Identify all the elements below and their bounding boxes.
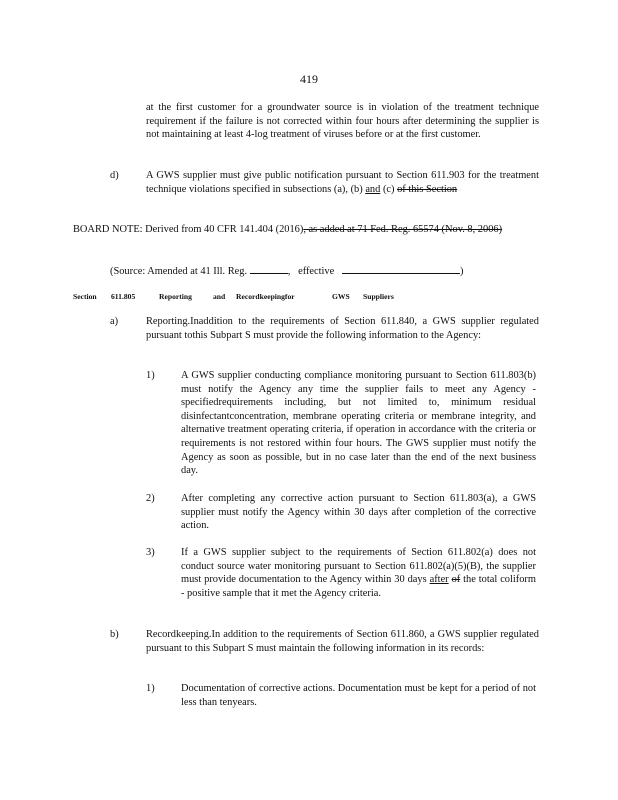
subsection-d-main: A GWS supplier must give public notification pursuant to Section 611.903 for the treatment technique violations specified in subsections (a), (b) bbox=[146, 170, 539, 195]
subsection-c-continuation: at the first customer for a groundwater source is in violation of the treatment technique requirement if the failure is not corrected within four hours after determining the supplier is not maintaining at least 4-log treatment of viruses before or at the first customer. bbox=[146, 102, 539, 141]
item-a3-end: the total coliform - positive sample that it met the Agency criteria. bbox=[181, 574, 536, 599]
board-note-main: BOARD NOTE: Derived from 40 CFR 141.404 (2016) bbox=[73, 224, 304, 235]
section-number: 611.805 bbox=[111, 292, 136, 301]
item-b1-text: Documentation of corrective actions. Documentation must be kept for a period of not less than tenyears. bbox=[181, 683, 536, 708]
subsection-a-label: a) bbox=[110, 316, 119, 327]
subsection-d-c: (c) bbox=[382, 183, 395, 195]
subsection-d-and: and bbox=[365, 183, 381, 195]
source-effective: effective bbox=[298, 266, 335, 277]
page-number: 419 bbox=[300, 72, 318, 86]
section-word: Section bbox=[73, 292, 97, 301]
heading-word-and: and bbox=[213, 292, 226, 301]
item-a3-text bbox=[181, 546, 536, 600]
item-b1-label: 1) bbox=[146, 683, 155, 694]
subsection-a-text: Reporting.Inaddition to the requirements of Section 611.840, a GWS supplier regulated pursuant tothis Subpart S must provide the following information to the Agency: bbox=[146, 316, 539, 341]
board-note bbox=[73, 223, 539, 237]
subsection-d-struck: of this Section bbox=[397, 183, 458, 195]
item-a2-text: After completing any corrective action pursuant to Section 611.803(a), a GWS supplier must notify the Agency within 30 days after completion of the corrective action. bbox=[181, 493, 536, 532]
register-page-blank bbox=[250, 264, 288, 274]
heading-word-suppliers: Suppliers bbox=[363, 292, 394, 301]
item-a1-label: 1) bbox=[146, 370, 155, 381]
item-a2-label: 2) bbox=[146, 493, 155, 504]
source-text: (Source: Amended at 41 Ill. Reg. bbox=[110, 266, 248, 277]
subsection-b-text: Recordkeeping.In addition to the requirements of Section 611.860, a GWS supplier regulated pursuant to this Subpart S must maintain the following information in its records: bbox=[146, 629, 539, 654]
board-note-struck: , as added at 71 Fed. Reg. 65574 (Nov. 8, 2006) bbox=[303, 224, 503, 235]
subsection-b-label: b) bbox=[110, 629, 119, 640]
effective-date-blank bbox=[342, 264, 460, 274]
item-a3-main: If a GWS supplier subject to the requirements of Section 611.802(a) does not conduct source water monitoring pursuant to Section 611.802(a)(5)(B), the supplier must provide documentation to the Agency within 30 days bbox=[181, 547, 536, 586]
heading-word-recordkeeping: Recordkeepingfor bbox=[236, 292, 295, 301]
subsection-d-label: d) bbox=[110, 170, 119, 181]
heading-word-gws: GWS bbox=[332, 292, 350, 301]
source-note: (Source: Amended at 41 Ill. Reg. , effective ) bbox=[110, 266, 464, 277]
item-a3-after: after bbox=[429, 574, 449, 586]
item-a1-text: A GWS supplier conducting compliance monitoring pursuant to Section 611.803(b) must notify the Agency any time the supplier fails to meet any Agency -specifiedrequirements including, but not limited to, minimum residual disinfectantconcentration, membrane operating criteria or membrane integrity, and alternative treatment operating criteria, if operation in accordance with the criteria or requirements is not restored within four hours. The GWS supplier must notify the Agency as soon as possible, but in no case later than the end of the next business day. bbox=[181, 370, 536, 477]
subsection-d-text bbox=[146, 169, 539, 196]
item-a3-label: 3) bbox=[146, 547, 155, 558]
item-a3-of: of bbox=[451, 574, 461, 586]
heading-word-reporting: Reporting bbox=[159, 292, 192, 301]
